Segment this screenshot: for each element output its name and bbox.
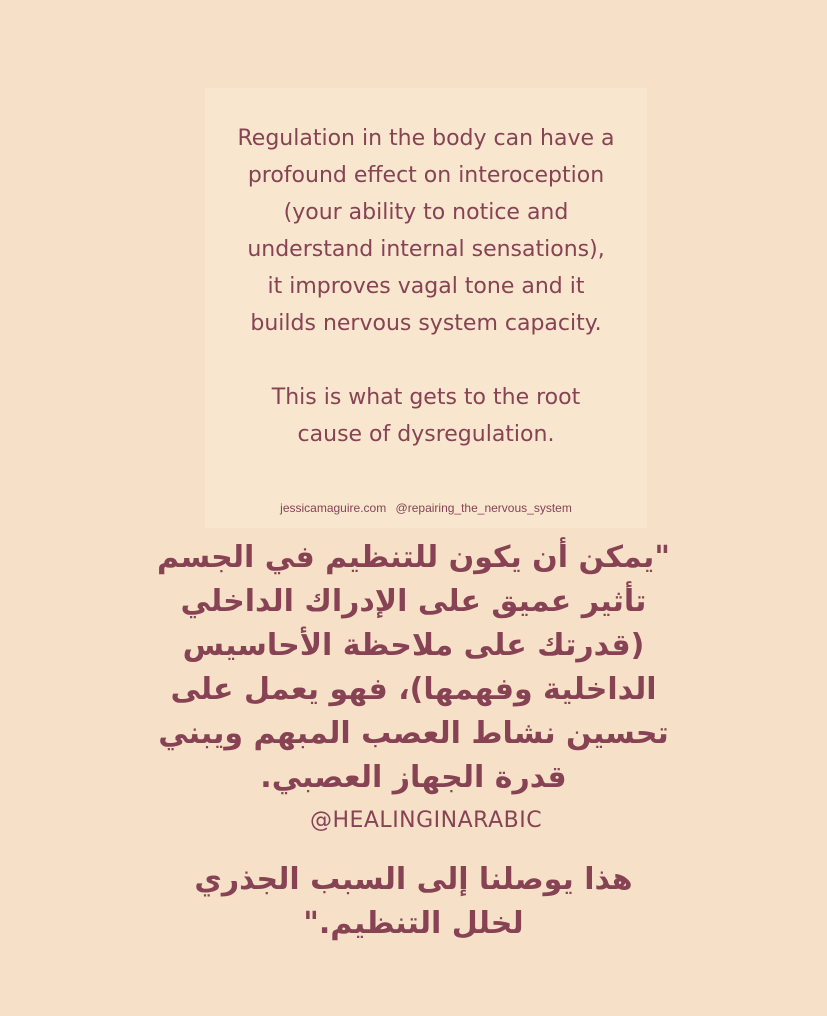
arabic-line: تحسين نشاط العصب المبهم ويبني: [158, 716, 669, 751]
english-line: This is what gets to the root: [271, 385, 581, 410]
arabic-translation: [150, 536, 677, 800]
english-line: builds nervous system capacity.: [250, 311, 602, 336]
arabic-line: لخلل التنظيم.": [303, 906, 524, 941]
english-line: (your ability to notice and: [283, 200, 569, 225]
arabic-line: قدرة الجهاز العصبي.: [260, 760, 567, 795]
arabic-line: (قدرتك على ملاحظة الأحاسيس: [182, 628, 645, 663]
english-line: cause of dysregulation.: [297, 422, 555, 447]
english-quote: [205, 120, 647, 453]
english-line: Regulation in the body can have a: [237, 126, 615, 151]
arabic-line: الداخلية وفهمها)، فهو يعمل على: [170, 672, 657, 707]
english-line: profound effect on interoception: [247, 163, 605, 188]
arabic-closing: [150, 858, 677, 946]
paragraph-gap: [205, 342, 647, 379]
arabic-line: تأثير عميق على الإدراك الداخلي: [180, 584, 647, 619]
healinginarabic-handle: @HEALINGINARABIC: [309, 808, 543, 833]
english-line: understand internal sensations),: [247, 237, 605, 262]
arabic-line: "يمكن أن يكون للتنظيم في الجسم: [157, 540, 670, 575]
credits: [205, 501, 647, 515]
english-line: it improves vagal tone and it: [267, 274, 585, 299]
instagram-credit: @repairing_the_nervous_system: [395, 501, 572, 515]
arabic-line: هذا يوصلنا إلى السبب الجذري: [194, 862, 633, 897]
website-credit: jessicamaguire.com: [280, 501, 387, 515]
